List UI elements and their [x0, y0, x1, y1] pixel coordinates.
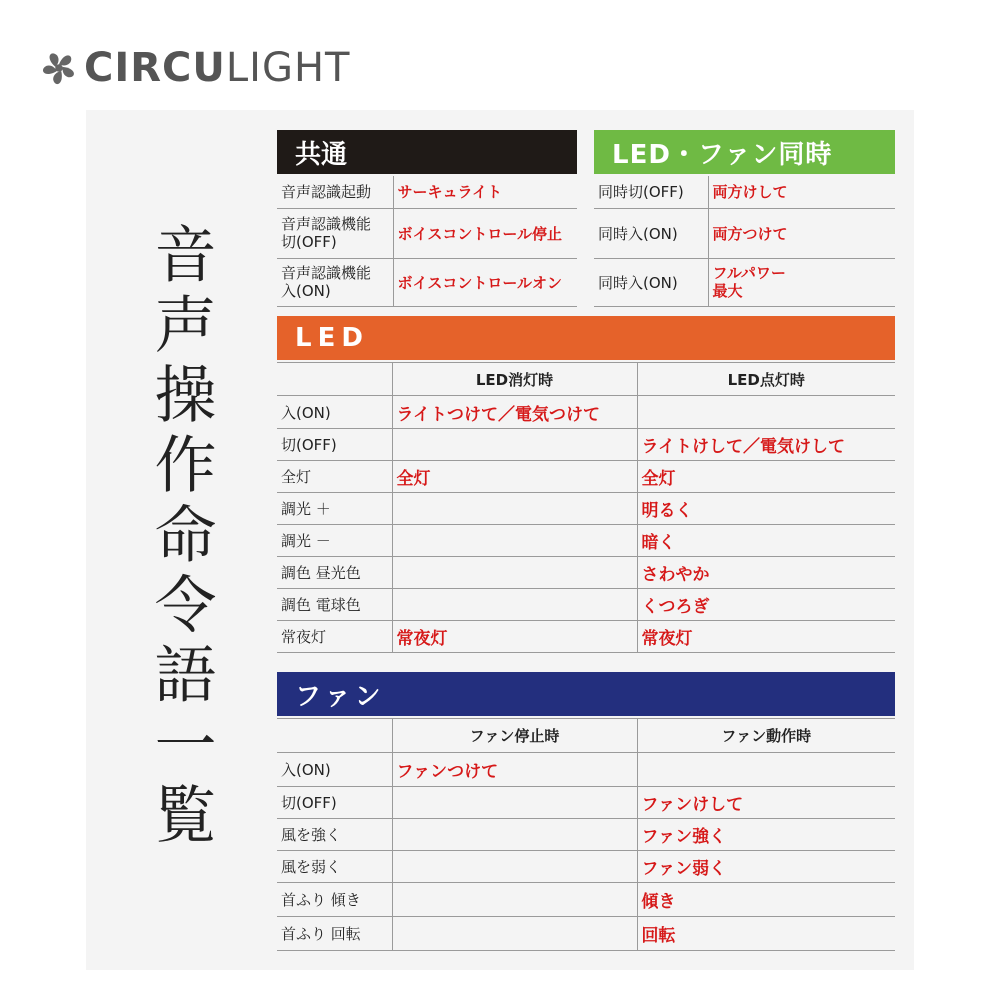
table-row	[277, 557, 895, 589]
row-label: 入(ON)	[277, 753, 392, 787]
table-row	[594, 176, 895, 208]
command-text: さわやか	[637, 557, 895, 589]
table-row	[277, 589, 895, 621]
command-text: ファン強く	[637, 819, 895, 851]
command-text: ファンけして	[637, 787, 895, 819]
common-header: 共通	[277, 130, 577, 174]
command-text	[392, 851, 637, 883]
simultaneous-header: LED・ファン同時	[594, 130, 895, 174]
command-text	[392, 819, 637, 851]
row-label: 音声認識機能 入(ON)	[277, 258, 393, 306]
command-text	[392, 787, 637, 819]
table-row	[277, 851, 895, 883]
table-row	[277, 883, 895, 917]
table-row	[277, 753, 895, 787]
row-label: 入(ON)	[277, 396, 392, 429]
table-row	[277, 176, 577, 208]
table-row	[594, 258, 895, 306]
fan-logo-icon	[40, 49, 78, 87]
row-label: 調光 －	[277, 525, 392, 557]
table-header-row	[277, 719, 895, 753]
table-row	[277, 258, 577, 306]
command-text: 全灯	[392, 461, 637, 493]
row-label: 同時入(ON)	[594, 258, 708, 306]
row-label: 風を強く	[277, 819, 392, 851]
table-row	[277, 525, 895, 557]
row-label: 全灯	[277, 461, 392, 493]
row-label: 音声認識起動	[277, 176, 393, 208]
column-header	[277, 719, 392, 753]
row-label: 調色 電球色	[277, 589, 392, 621]
brand-name-light: LIGHT	[225, 45, 351, 91]
command-text: 常夜灯	[392, 621, 637, 653]
command-text: 回転	[637, 917, 895, 951]
led-table	[277, 362, 895, 653]
command-text	[637, 753, 895, 787]
command-text: ライトけして／電気けして	[637, 429, 895, 461]
command-text: フルパワー 最大	[708, 258, 895, 306]
table-row	[277, 429, 895, 461]
command-text	[637, 396, 895, 429]
fan-table	[277, 718, 895, 951]
table-header-row	[277, 363, 895, 396]
command-text: 常夜灯	[637, 621, 895, 653]
table-row	[277, 461, 895, 493]
table-row	[594, 208, 895, 258]
table-row	[277, 787, 895, 819]
command-text: サーキュライト	[393, 176, 577, 208]
row-label: 常夜灯	[277, 621, 392, 653]
column-header: LED消灯時	[392, 363, 637, 396]
fan-header: ファン	[277, 672, 895, 716]
table-row	[277, 917, 895, 951]
brand-logo	[40, 44, 350, 92]
command-text	[392, 917, 637, 951]
table-row	[277, 396, 895, 429]
command-text	[392, 557, 637, 589]
row-label: 風を弱く	[277, 851, 392, 883]
command-text	[392, 589, 637, 621]
command-text: 明るく	[637, 493, 895, 525]
command-text: 暗く	[637, 525, 895, 557]
table-row	[277, 493, 895, 525]
common-table	[277, 176, 577, 307]
command-text	[392, 429, 637, 461]
command-text: ライトつけて／電気つけて	[392, 396, 637, 429]
table-row	[277, 819, 895, 851]
command-text: 両方けして	[708, 176, 895, 208]
command-text	[392, 493, 637, 525]
brand-name-bold: CIRCU	[84, 45, 226, 91]
table-row	[277, 621, 895, 653]
command-text: 両方つけて	[708, 208, 895, 258]
command-text: くつろぎ	[637, 589, 895, 621]
row-label: 切(OFF)	[277, 787, 392, 819]
page-title: 音声操作命令語一覧	[144, 222, 217, 852]
command-text	[392, 525, 637, 557]
simultaneous-table	[594, 176, 895, 307]
command-text	[392, 883, 637, 917]
row-label: 同時切(OFF)	[594, 176, 708, 208]
command-text: ファンつけて	[392, 753, 637, 787]
row-label: 切(OFF)	[277, 429, 392, 461]
led-header: LED	[277, 316, 895, 360]
command-text: ボイスコントロールオン	[393, 258, 577, 306]
row-label: 首ふり 傾き	[277, 883, 392, 917]
command-text: ファン弱く	[637, 851, 895, 883]
command-text: ボイスコントロール停止	[393, 208, 577, 258]
row-label: 音声認識機能 切(OFF)	[277, 208, 393, 258]
table-row	[277, 208, 577, 258]
command-text: 傾き	[637, 883, 895, 917]
row-label: 調色 昼光色	[277, 557, 392, 589]
row-label: 首ふり 回転	[277, 917, 392, 951]
row-label: 調光 ＋	[277, 493, 392, 525]
command-text: 全灯	[637, 461, 895, 493]
column-header: ファン停止時	[392, 719, 637, 753]
column-header	[277, 363, 392, 396]
row-label: 同時入(ON)	[594, 208, 708, 258]
column-header: ファン動作時	[637, 719, 895, 753]
column-header: LED点灯時	[637, 363, 895, 396]
